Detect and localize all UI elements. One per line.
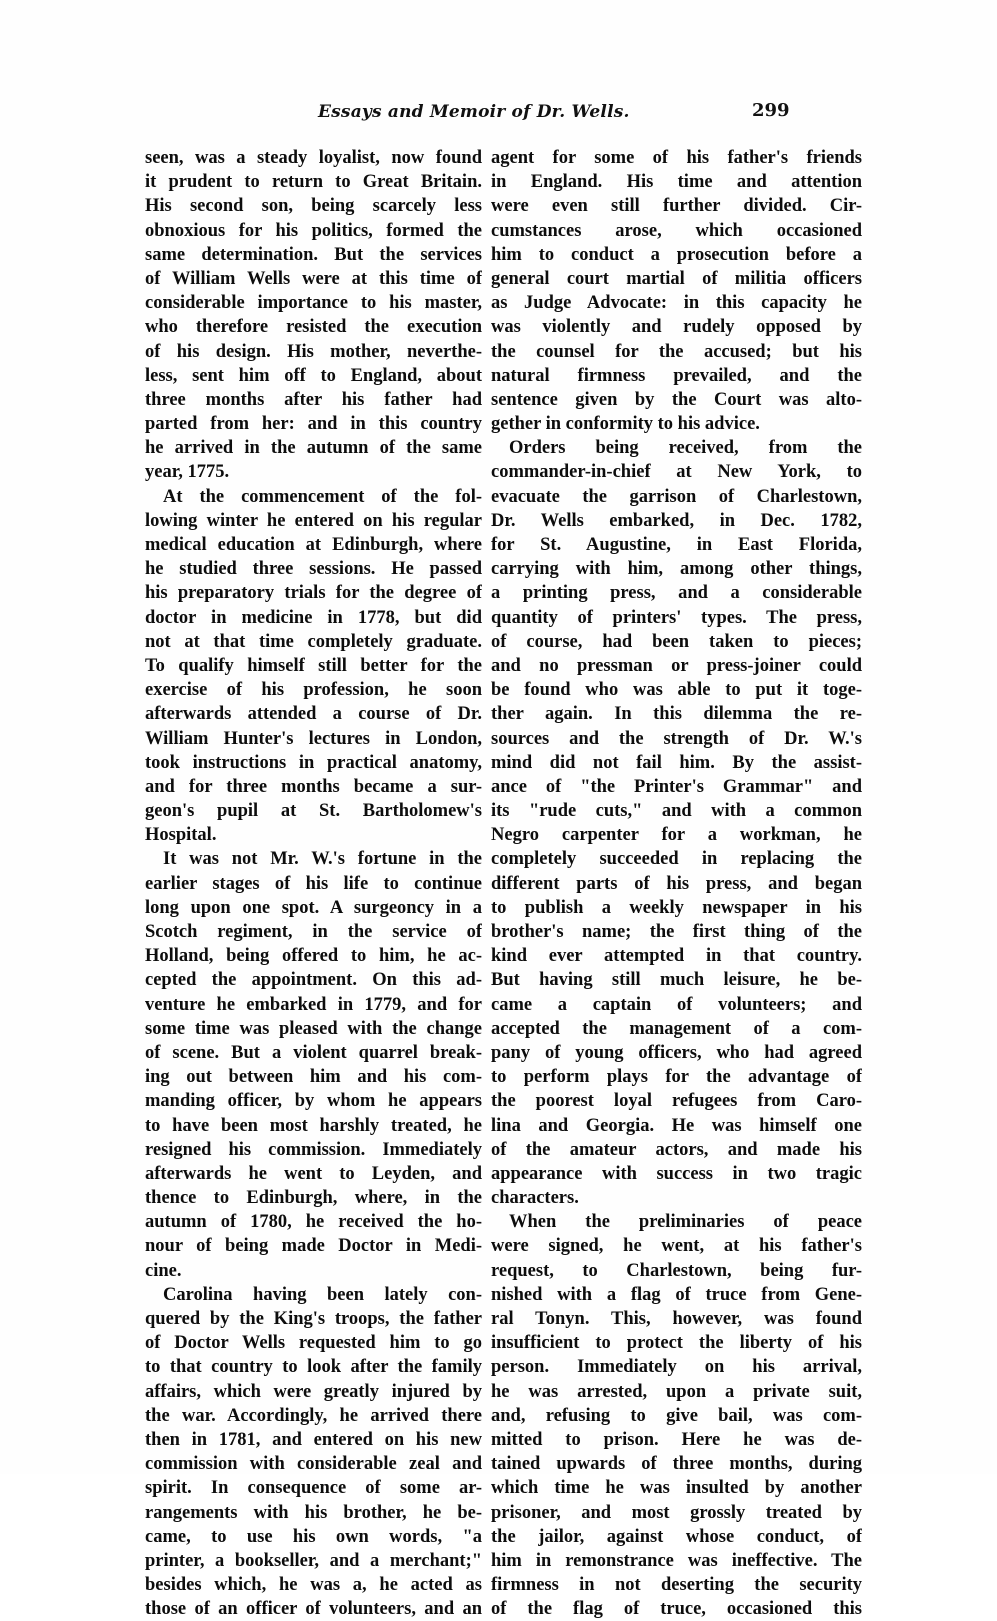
text-line: obnoxious for his politics, formed the xyxy=(145,220,482,241)
text-line: geon's pupil at St. Bartholomew's xyxy=(145,801,482,822)
text-line: was violently and rudely opposed by xyxy=(491,317,862,338)
text-line: long upon one spot. A surgeoncy in a xyxy=(145,897,482,918)
text-line: But having still much leisure, he be- xyxy=(491,970,862,991)
text-line: It was not Mr. W.'s fortune in the xyxy=(163,849,482,870)
text-line: Dr. Wells embarked, in Dec. 1782, xyxy=(491,510,862,531)
text-line: of course, had been taken to pieces; xyxy=(491,631,862,652)
text-line: evacuate the garrison of Charlestown, xyxy=(491,486,862,507)
text-line: Orders being received, from the xyxy=(509,438,862,459)
text-line: those of an officer of volunteers, and an xyxy=(145,1599,482,1620)
page-number: 299 xyxy=(752,100,790,121)
text-line: ance of "the Printer's Grammar" and xyxy=(491,776,862,797)
text-line: considerable importance to his master, xyxy=(145,293,482,314)
text-line: mitted to prison. Here he was de- xyxy=(491,1429,862,1450)
text-line: be found who was able to put it toge- xyxy=(491,680,862,701)
text-line: completely succeeded in replacing the xyxy=(491,849,862,870)
text-line: the war. Accordingly, he arrived there xyxy=(145,1405,482,1426)
text-line: Hospital. xyxy=(145,825,217,846)
text-line: of scene. But a violent quarrel break- xyxy=(145,1042,482,1063)
text-line: some time was pleased with the change xyxy=(145,1018,482,1039)
text-line: appearance with success in two tragic xyxy=(491,1163,862,1184)
text-line: were even still further divided. Cir- xyxy=(491,196,862,217)
text-line: sentence given by the Court was alto- xyxy=(491,389,862,410)
text-line: carrying with him, among other things, xyxy=(491,559,862,580)
text-line: who therefore resisted the execution xyxy=(145,317,482,338)
text-line: of William Wells were at this time of xyxy=(145,268,482,289)
text-line: different parts of his press, and began xyxy=(491,873,862,894)
text-line: agent for some of his father's friends xyxy=(491,148,862,168)
text-line: printer, a bookseller, and a merchant;" xyxy=(145,1550,482,1571)
text-line: afterwards he went to Leyden, and xyxy=(145,1163,482,1184)
text-line: a printing press, and a considerable xyxy=(491,583,862,604)
text-line: William Hunter's lectures in London, xyxy=(145,728,482,749)
text-line: for St. Augustine, in East Florida, xyxy=(491,535,862,555)
text-line: When the preliminaries of peace xyxy=(509,1212,862,1233)
text-line: to have been most harshly treated, he xyxy=(145,1115,482,1136)
text-line: and, refusing to give bail, was com- xyxy=(491,1405,862,1426)
text-line: its "rude cuts," and with a common xyxy=(491,801,862,822)
text-line: manding officer, by whom he appears xyxy=(145,1091,482,1112)
text-line: sources and the strength of Dr. W.'s xyxy=(491,728,862,749)
text-line: gether in conformity to his advice. xyxy=(491,414,760,435)
text-line: Carolina having been lately con- xyxy=(163,1284,482,1305)
text-line: and for three months became a sur- xyxy=(145,776,482,797)
text-line: request, to Charlestown, being fur- xyxy=(491,1260,862,1281)
text-line: in England. His time and attention xyxy=(491,172,862,193)
text-line: parted from her: and in this country xyxy=(145,414,482,435)
text-line: venture he embarked in 1779, and for xyxy=(145,994,482,1015)
text-line: afterwards attended a course of Dr. xyxy=(145,704,482,725)
text-line: him to conduct a prosecution before a xyxy=(491,244,862,265)
text-line: to that country to look after the family xyxy=(145,1357,482,1378)
text-line: ral Tonyn. This, however, was found xyxy=(491,1309,862,1329)
text-line: pany of young officers, who had agreed xyxy=(491,1042,862,1063)
running-title: Essays and Memoir of Dr. Wells. xyxy=(318,102,630,122)
text-line: cumstances arose, which occasioned xyxy=(491,220,862,241)
text-line: prisoner, and most grossly treated by xyxy=(491,1502,862,1523)
text-line: exercise of his profession, he soon xyxy=(145,680,482,701)
text-line: then in 1781, and entered on his new xyxy=(145,1429,482,1450)
text-line: besides which, he was a, he acted as xyxy=(145,1575,482,1596)
text-line: ing out between him and his com- xyxy=(145,1067,482,1088)
text-line: quantity of printers' types. The press, xyxy=(491,607,862,628)
text-line: His second son, being scarcely less xyxy=(145,196,482,217)
text-line: Negro carpenter for a workman, he xyxy=(491,825,862,846)
text-line: which time he was insulted by another xyxy=(491,1478,862,1499)
text-line: kind ever attempted in that country. xyxy=(491,946,862,967)
text-line: rangements with his brother, he be- xyxy=(145,1502,482,1523)
text-line: commission with considerable zeal and xyxy=(145,1454,482,1475)
text-line: firmness in not deserting the security xyxy=(491,1575,862,1596)
text-line: and no pressman or press-joiner could xyxy=(491,655,862,676)
text-line: thence to Edinburgh, where, in the xyxy=(145,1188,482,1209)
text-line: came a captain of volunteers; and xyxy=(491,994,862,1015)
text-line: the jailor, against whose conduct, of xyxy=(491,1526,862,1547)
text-line: At the commencement of the fol- xyxy=(163,486,482,507)
text-line: tained upwards of three months, during xyxy=(491,1454,862,1475)
text-line: he studied three sessions. He passed xyxy=(145,559,482,580)
text-line: mind did not fail him. By the assist- xyxy=(491,752,862,773)
text-line: cepted the appointment. On this ad- xyxy=(145,970,482,991)
text-line: ther again. In this dilemma the re- xyxy=(491,704,862,725)
text-line: accepted the management of a com- xyxy=(491,1018,862,1039)
text-line: earlier stages of his life to continue xyxy=(145,873,482,894)
text-line: were signed, he went, at his father's xyxy=(491,1236,862,1257)
text-line: commander-in-chief at New York, to xyxy=(491,462,862,483)
text-line: medical education at Edinburgh, where xyxy=(145,535,482,555)
text-line: person. Immediately on his arrival, xyxy=(491,1357,862,1378)
left-text-column xyxy=(145,146,482,1621)
text-line: seen, was a steady loyalist, now found xyxy=(145,148,482,168)
text-line: of the amateur actors, and made his xyxy=(491,1139,862,1160)
text-line: characters. xyxy=(491,1188,579,1209)
text-line: cine. xyxy=(145,1260,182,1281)
text-line: lowing winter he entered on his regular xyxy=(145,510,482,531)
text-line: general court martial of militia officers xyxy=(491,268,862,289)
text-line: three months after his father had xyxy=(145,389,482,410)
text-line: doctor in medicine in 1778, but did xyxy=(145,607,482,628)
text-line: natural firmness prevailed, and the xyxy=(491,365,862,386)
text-line: the poorest loyal refugees from Caro- xyxy=(491,1091,862,1112)
text-line: brother's name; the first thing of the xyxy=(491,922,862,942)
text-line: Holland, being offered to him, he ac- xyxy=(145,946,482,967)
text-line: not at that time completely graduate. xyxy=(145,631,482,652)
text-line: the counsel for the accused; but his xyxy=(491,341,862,362)
text-line: as Judge Advocate: in this capacity he xyxy=(491,293,862,314)
text-line: same determination. But the services xyxy=(145,244,482,265)
text-line: year, 1775. xyxy=(145,462,230,483)
text-line: Scotch regiment, in the service of xyxy=(145,922,482,942)
text-line: came, to use his own words, "a xyxy=(145,1526,482,1547)
text-line: quered by the King's troops, the father xyxy=(145,1309,482,1329)
text-line: he arrived in the autumn of the same xyxy=(145,438,482,459)
text-line: insufficient to protect the liberty of his xyxy=(491,1333,862,1354)
text-line: lina and Georgia. He was himself one xyxy=(491,1115,862,1136)
text-line: it prudent to return to Great Britain. xyxy=(145,172,482,193)
text-line: autumn of 1780, he received the ho- xyxy=(145,1212,482,1233)
text-line: spirit. In consequence of some ar- xyxy=(145,1478,482,1499)
text-line: of Doctor Wells requested him to go xyxy=(145,1333,482,1354)
text-line: of the flag of truce, occasioned this xyxy=(491,1599,862,1620)
text-line: him in remonstrance was ineffective. The xyxy=(491,1550,862,1571)
text-line: he was arrested, upon a private suit, xyxy=(491,1381,862,1402)
text-line: to publish a weekly newspaper in his xyxy=(491,897,862,918)
text-line: took instructions in practical anatomy, xyxy=(145,752,482,773)
text-line: his preparatory trials for the degree of xyxy=(145,583,482,604)
text-line: of his design. His mother, neverthe- xyxy=(145,341,482,362)
text-line: less, sent him off to England, about xyxy=(145,365,482,386)
text-line: nished with a flag of truce from Gene- xyxy=(491,1284,862,1305)
text-line: nour of being made Doctor in Medi- xyxy=(145,1236,482,1257)
text-line: affairs, which were greatly injured by xyxy=(145,1381,482,1402)
text-line: resigned his commission. Immediately xyxy=(145,1139,482,1160)
right-text-column xyxy=(491,146,862,1621)
text-line: to perform plays for the advantage of xyxy=(491,1067,862,1088)
text-line: To qualify himself still better for the xyxy=(145,655,482,676)
